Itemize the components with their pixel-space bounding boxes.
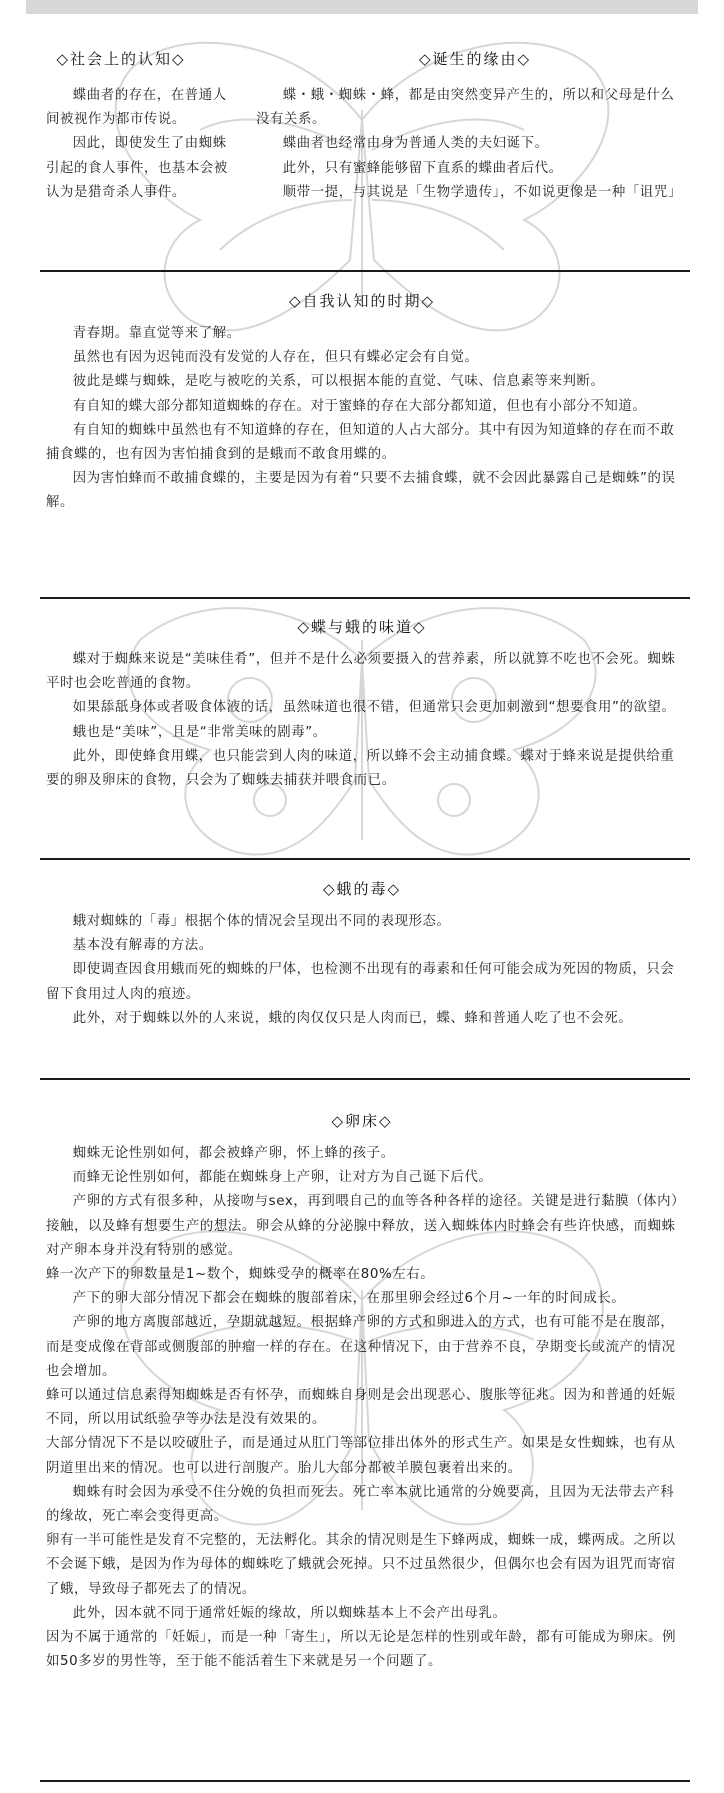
paragraph: 彼此是蝶与蜘蛛，是吃与被吃的关系，可以根据本能的直觉、气味、信息素等来判断。 [72,374,605,390]
paragraph: 此外，因本就不同于通常妊娠的缘故，所以蜘蛛基本上不会产出母乳。 [72,1605,507,1621]
paragraph: 产卵的地方离腹部越近，孕期就越短。根据蜂产卵的方式和卵进入的方式，也有可能不是在腹部，而是变成像在背部或侧腹部的肿瘤一样的存在。在这种情况下，由于营养不良，孕期变长或流产的情况也会增加。 [46,1315,676,1379]
paragraph: 蜂可以通过信息素得知蜘蛛是否有怀孕，而蜘蛛自身则是会出现恶心、腹胀等征兆。因为和普通的妊娠不同，所以用试纸验孕等办法是没有效果的。 [46,1388,676,1428]
section-title-birth: ◇诞生的缘由◇ [418,50,532,68]
section-body-egg [46,1142,682,1674]
paragraph: 卵有一半可能性是发育不完整的，无法孵化。其余的情况则是生下蜂两成，蜘蛛一成，蝶两成。之所以不会诞下蛾，是因为作为母体的蜘蛛吃了蛾就会死掉。只不过虽然很少，但偶尔也会有因为诅咒而寄宿了蛾，导致母子都死去了的情况。 [46,1533,676,1597]
paragraph: 有自知的蜘蛛中虽然也有不知道蜂的存在，但知道的人占大部分。其中有因为知道蜂的存在而不敢捕食蝶的，也有因为害怕捕食到的是蛾而不敢食用蝶的。 [46,422,675,463]
paragraph: 蛾对蜘蛛的「毒」根据个体的情况会呈现出不同的表现形态。 [72,914,451,929]
section-title-poison: ◇蛾的毒◇ [322,880,402,898]
paragraph: 青春期。靠直觉等来了解。 [72,326,241,341]
paragraph: 大部分情况下不是以咬破肚子，而是通过从肛门等部位排出体外的形式生产。如果是女性蜘蛛，也有从阴道里出来的情况。也可以进行剖腹产。胎儿大部分都被羊膜包裹着出来的。 [46,1436,676,1476]
paragraph: 蜂一次产下的卵数量是1~数个，蜘蛛受孕的概率在80%左右。 [46,1267,435,1283]
section-divider [40,270,690,272]
section-divider [40,1780,690,1782]
section-title-self: ◇自我认知的时期◇ [288,292,436,310]
section-body-birth [256,84,682,205]
section-title-taste: ◇蝶与蛾的味道◇ [297,618,427,636]
paragraph: 顺带一提，与其说是「生物学遗传」，不如说更像是一种「诅咒」 [282,184,682,200]
paragraph: 此外，即使蜂食用蝶，也只能尝到人肉的味道，所以蜂不会主动捕食蝶。蝶对于蜂来说是提供给重要的卵及卵床的食物，只会为了蜘蛛去捕获并喂食而已。 [46,748,675,789]
paragraph: 此外，对于蜘蛛以外的人来说，蛾的肉仅仅只是人肉而已，蝶、蜂和普通人吃了也不会死。 [72,1010,633,1026]
paragraph: 蝶曲者也经常由身为普通人类的夫妇诞下。 [282,136,549,152]
paragraph: 蛾也是“美味”，且是“非常美味的剧毒”。 [72,724,327,740]
section-body-social [46,84,228,205]
section-divider [40,597,690,599]
paragraph: 产下的卵大部分情况下都会在蜘蛛的腹部着床，在那里卵会经过6个月~一年的时间成长。 [72,1291,626,1307]
paragraph: 产卵的方式有很多种，从接吻与sex，再到喂自己的血等各种各样的途径。关键是进行黏膜（体内）接触，以及蜂有想要生产的想法。卵会从蜂的分泌腺中释放，送入蜘蛛体内时蜂会有些许快感，而蜘蛛对产卵本身并没有特别的感觉。 [46,1194,679,1258]
paragraph: 因为害怕蜂而不敢捕食蝶的，主要是因为有着“只要不去捕食蝶，就不会因此暴露自己是蜘蛛”的误解。 [46,471,676,511]
section-body-poison [46,910,682,1031]
paragraph: 虽然也有因为迟钝而没有发觉的人存在，但只有蝶必定会有自觉。 [72,350,479,366]
paragraph: 因此，即使发生了由蜘蛛引起的食人事件，也基本会被认为是猎奇杀人事件。 [46,136,228,200]
paragraph: 即使调查因食用蛾而死的蜘蛛的尸体，也检测不出现有的毒素和任何可能会成为死因的物质，只会留下食用过人肉的痕迹。 [46,962,675,1002]
paragraph: 有自知的蝶大部分都知道蜘蛛的存在。对于蜜蜂的存在大部分都知道，但也有小部分不知道。 [72,398,647,414]
paragraph: 而蜂无论性别如何，都能在蜘蛛身上产卵，让对方为自己诞下后代。 [72,1170,493,1186]
section-body-self [46,322,682,516]
paragraph: 蜘蛛有时会因为承受不住分娩的负担而死去。死亡率本就比通常的分娩要高，且因为无法带去产科的缘故，死亡率会变得更高。 [46,1484,675,1525]
paragraph: 因为不属于通常的「妊娠」，而是一种「寄生」，所以无论是怎样的性别或年龄，都有可能成为卵床。例如50多岁的男性等，至于能不能活着生下来就是另一个问题了。 [46,1630,677,1670]
section-divider [40,858,690,860]
paragraph: 基本没有解毒的方法。 [72,938,213,954]
section-body-taste [46,648,682,793]
paragraph: 蝶・蛾・蜘蛛・蜂，都是由突然变异产生的，所以和父母是什么没有关系。 [256,88,675,128]
section-title-social: ◇社会上的认知◇ [56,50,186,68]
paragraph: 蝶曲者的存在，在普通人间被视作为都市传说。 [46,88,227,128]
paragraph: 如果舔舐身体或者吸食体液的话，虽然味道也很不错，但通常只会更加刺激到“想要食用”的欲望。 [72,700,676,716]
paragraph: 此外，只有蜜蜂能够留下直系的蝶曲者后代。 [282,160,563,176]
paragraph: 蝶对于蜘蛛来说是“美味佳肴”，但并不是什么必须要摄入的营养素，所以就算不吃也不会死。蜘蛛平时也会吃普通的食物。 [46,652,676,692]
section-title-egg: ◇卵床◇ [331,1112,393,1130]
paragraph: 蜘蛛无论性别如何，都会被蜂产卵，怀上蜂的孩子。 [72,1146,395,1161]
section-divider [40,1078,690,1080]
